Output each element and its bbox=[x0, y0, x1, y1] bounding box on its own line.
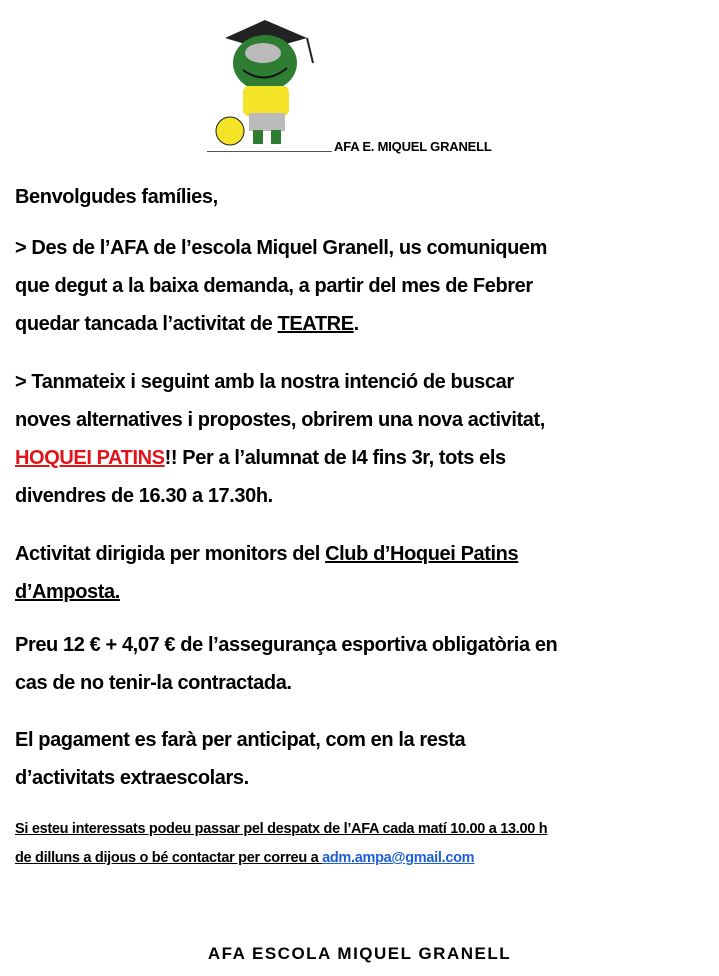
text-line: d’activitats extraescolars. bbox=[15, 767, 249, 789]
text-line bbox=[15, 305, 547, 343]
email-link[interactable]: adm.ampa@gmail.com bbox=[322, 850, 475, 866]
teatre-underlined: TEATRE bbox=[277, 313, 354, 335]
text-line: Preu 12 € + 4,07 € de l’assegurança esportiva obligatòria en bbox=[15, 634, 558, 656]
footer-org-name: AFA ESCOLA MIQUEL GRANELL bbox=[207, 944, 512, 963]
text: !! Per a l’alumnat de I4 fins 3r, tots els bbox=[164, 447, 506, 469]
greeting: Benvolgudes famílies, bbox=[15, 186, 218, 208]
header-rule bbox=[207, 151, 332, 152]
text-line: > Des de l’AFA de l’escola Miquel Granell, us comuniquem bbox=[15, 237, 548, 259]
paragraph-price bbox=[15, 626, 557, 702]
paragraph-monitors bbox=[15, 535, 518, 611]
text-line bbox=[15, 844, 547, 873]
paragraph-teatre bbox=[15, 229, 547, 343]
paragraph-hoquei bbox=[15, 363, 545, 515]
header-org-name: AFA E. MIQUEL GRANELL bbox=[334, 139, 492, 154]
text-line: divendres de 16.30 a 17.30h. bbox=[15, 485, 273, 507]
text-line: > Tanmateix i seguint amb la nostra intenció de buscar bbox=[15, 371, 514, 393]
text: . bbox=[353, 313, 359, 335]
text: Activitat dirigida per monitors del bbox=[15, 543, 326, 565]
text: quedar tancada l’activitat de bbox=[15, 313, 278, 335]
contact-info bbox=[15, 815, 547, 873]
text: de dilluns a dijous o bé contactar per correu a bbox=[15, 850, 323, 866]
hoquei-patins-highlight: HOQUEI PATINS bbox=[15, 447, 165, 469]
frog-mascot-logo bbox=[205, 8, 335, 153]
text-line: cas de no tenir-la contractada. bbox=[15, 672, 292, 694]
text-line: que degut a la baixa demanda, a partir del mes de Febrer bbox=[15, 275, 533, 297]
text-line bbox=[15, 439, 545, 477]
text-line: Si esteu interessats podeu passar pel despatx de l’AFA cada matí 10.00 a 13.00 h bbox=[15, 821, 548, 837]
text-line: El pagament es farà per anticipat, com en la resta bbox=[15, 729, 466, 751]
text-line: noves alternatives i propostes, obrirem una nova activitat, bbox=[15, 409, 545, 431]
club-name: Club d’Hoquei Patins bbox=[325, 543, 519, 565]
club-name-cont: d’Amposta. bbox=[15, 581, 120, 603]
text-line bbox=[15, 535, 518, 573]
paragraph-payment bbox=[15, 721, 465, 797]
